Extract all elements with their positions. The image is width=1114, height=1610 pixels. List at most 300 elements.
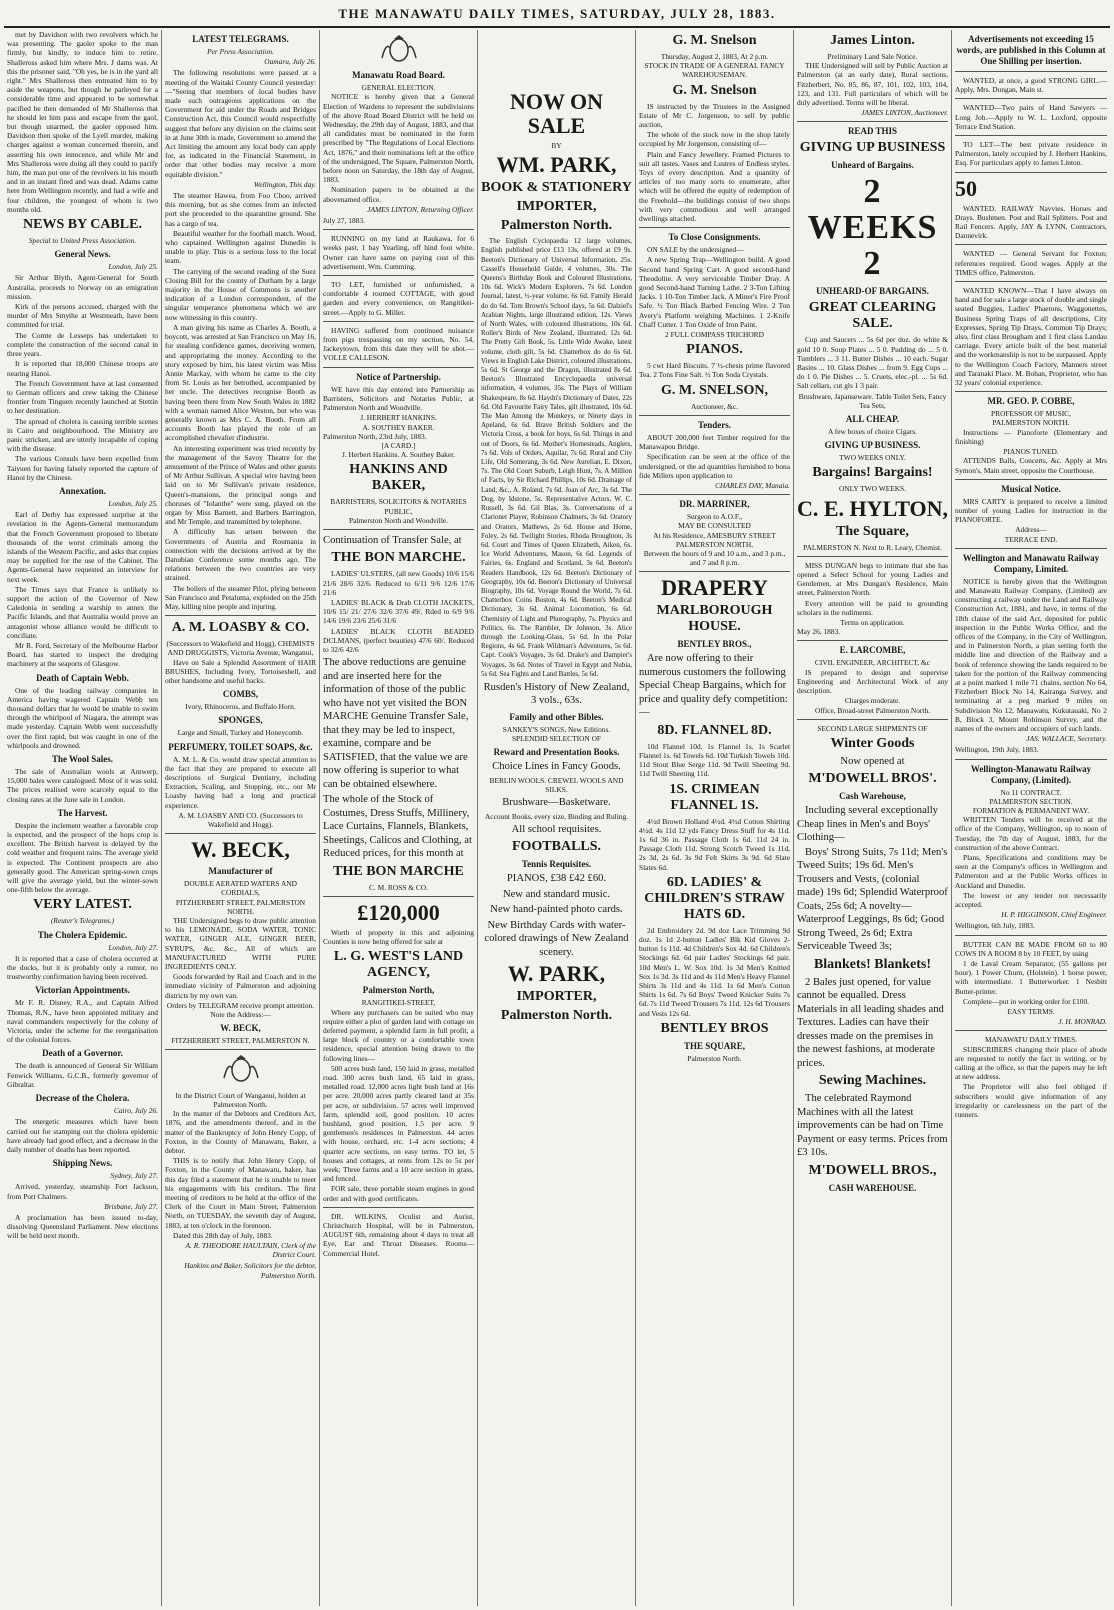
- article-text: Mr F. R. Disney, R.A., and Captain Alfred Thomas, R.N., have been appointed military and naval commanders respectively for the colony of Victoria, under the scheme for the reorganisation of the colonial forces.: [7, 998, 158, 1045]
- ad-subheading: (Successors to Wakefield and Hogg), CHEMISTS AND DRUGGISTS, Victoria Avenue, Wanganui,: [166, 639, 315, 658]
- ad-subheading: Surgeon to A.O.F.,: [686, 512, 743, 522]
- ad-subheading: BARRISTERS, SOLICITORS & NOTARIES PUBLIC,: [330, 497, 467, 516]
- ad-text: Account Books, every size, Binding and Ruling.: [484, 811, 629, 821]
- ad-heading: C. E. HYLTON,: [797, 495, 948, 521]
- ad-text: BY: [551, 141, 562, 150]
- notice-subheading: No 11 CONTRACT.: [1000, 787, 1062, 797]
- ad-subheading: PIANOS.: [686, 342, 743, 358]
- dateline: Sydney, July 27.: [110, 1171, 158, 1181]
- ad-text: ON SALE by the undersigned—: [647, 245, 744, 255]
- notice-heading: MANAWATU DAILY TIMES.: [984, 1035, 1078, 1045]
- notice-signature: JAMES LINTON, Returning Officer.: [367, 204, 474, 214]
- dateline: London, July 27.: [108, 942, 158, 952]
- ad-address: RANGITIKEI-STREET,: [361, 998, 436, 1008]
- notice-text: SUBSCRIBERS changing their place of abode are requested to notify the fact in writing, or by calling at the office, so that the papers may be left at new address.: [955, 1044, 1107, 1082]
- ad-subheading: READ THIS: [847, 126, 898, 137]
- ad-text: All school requisites.: [511, 823, 602, 835]
- ad-text: The whole of the stock now in the shop lately occupied by Mr Jorgenson, consisting of—: [639, 130, 790, 149]
- ad-text: DR. WILKINS, Oculist and Aurist, Christchurch Hospital, will be in Palmerston, AUGUST 6th, remaining about 4 days to treat all Eye, Ear and Throat Diseases. Rooms—Commercial Hotel.: [323, 1211, 474, 1258]
- columns: [4, 30, 1110, 1606]
- ad-heading: THE BON MARCHE: [333, 863, 464, 879]
- ad-text: Every attention will be paid to grounding scholars in the rudiments.: [797, 598, 948, 617]
- subheading: Death of Captain Webb.: [36, 672, 129, 683]
- divider: [955, 71, 1107, 72]
- ad-subheading: MAY BE CONSULTED: [678, 521, 751, 531]
- ad-text: Ivory, Rhinoceros, and Buffalo Horn.: [185, 702, 296, 712]
- ad-heading: Sewing Machines.: [818, 1073, 927, 1089]
- article-text: Beautiful weather for the football match. Wood, who captained Wellington against Dunedin is unable to play. This is a serious loss to the local team.: [165, 228, 316, 266]
- divider: [165, 1049, 316, 1050]
- column-7: [952, 30, 1110, 1606]
- subheading: Annexation.: [59, 485, 106, 496]
- subheading: The Cholera Epidemic.: [37, 929, 128, 940]
- section-heading: VERY LATEST.: [33, 897, 132, 913]
- ad-text: 2 Bales just opened, for value cannot be equalled. Dress Materials in all leading shades and Textures. Ladies can have their dresses made on the premises in the newest fashions, at moderate prices.: [797, 976, 944, 1069]
- notice-text: NOTICE is hereby given that a General Election of Wardens to represent the subdivisions of the above Road Board District will be held on Wednesday, the 29th day of August, 1883, and that all candidates must be nominated in the form prescribed by "The Regulations of Local Elections Act, 1876," and their nominations left at the office of the undersigned, The Square, Palmerston North, before noon on Saturday, the 18th day of August, 1883.: [323, 92, 474, 185]
- price-list: 2d Embroidery 2d. 9d doz Lace Trimming 9d doz. 1s 1d 2-button Ladies' Blk Kid Gloves 2-button 1s 11d. 4d Children's Sox 4d. 6d Children's Stockings 6d. 6d pair Ladies' Stockings 6d pair. 10d Men's L. W. Sox 10d. 1s 3d Men's Knitted Sox 1s 3d. 3s 11d and 4s 11d Men's Heavy Flannel Shirts 3s 11d and 4s 11d. 1s 6d Men's Cotton Shirts 1s 6d. 7s 6d Boys' Tweed Knicker Suits 7s 6d. 7s 11d Tweed Trousers 7s 11d. 12s 6d Trousers and Vests 12s 6d.: [639, 925, 790, 1018]
- ad-text: Worth of property in this and adjoining Counties is now being offered for sale at: [323, 927, 474, 947]
- divider: [955, 479, 1107, 480]
- classified-text: TO LET, furnished or unfurnished, a comfortable 4 roomed COTTAGE, with good garden and every convenience, on Rangitikei-street.—Apply to G. Miller.: [323, 280, 474, 317]
- divider: [165, 615, 316, 616]
- article-text: The various Consuls have been expelled from Taiyuen for having falsely reported the capture of Hanoi by the Chinese.: [7, 454, 158, 482]
- card-label: [A CARD.]: [381, 440, 416, 450]
- item-list: A new Spring Trap—Wellington build. A good Second hand Spring Cart. A good second-hand Theodolite. A very serviceable Timber Dray. A good Second-hand Turning Lathe. 2 3-Ton Lifting Jacks. 1 10-Ton Timber Jack. A Miner's Fire Proof Safe. ½ Ton Black Barbed Fencing Wire. 2 Ton Avery's Platform weighing Machines. 1 2-Knife Chaff Cutter. 1 Ton Oxide of Iron Paint.: [639, 255, 790, 329]
- section-heading: LATEST TELEGRAMS.: [192, 34, 289, 44]
- divider: [955, 98, 1107, 99]
- section-heading: NEWS BY CABLE.: [23, 217, 142, 233]
- ad-subheading: THE SQUARE,: [683, 1040, 745, 1051]
- item-list: 5 cwt Hard Biscuits. 7 ½-chests prime flavored Tea. 2 Tons Fine Salt. ½ Ton Soda Crystals.: [639, 361, 790, 380]
- ad-text: Rusden's History of New Zealand, 3 vols., 63s.: [483, 681, 630, 707]
- divider: [323, 367, 474, 368]
- ad-subheading: 6D. LADIES' & CHILDREN'S STRAW HATS 6D.: [644, 874, 785, 922]
- notice-subheading: FORMATION & PERMANENT WAY.: [972, 805, 1090, 815]
- classified-text: RUNNING on my land at Raukawa, for 6 weeks past, 1 bay Yearling, off hind foot white. Owner can have same on paying cost of this advertisement. Wm. Cumming.: [323, 234, 474, 271]
- ad-text: New hand-painted photo cards.: [490, 904, 623, 916]
- divider: [797, 719, 948, 720]
- ad-text: Continuation of Transfer Sale, at: [323, 534, 462, 546]
- notice-text: The lowest or any tender not necessarily accepted.: [955, 890, 1107, 910]
- column-1: [4, 30, 162, 1606]
- ad-heading: Musical Notice.: [1001, 483, 1061, 494]
- ad-heading: MARLBOROUGH HOUSE.: [656, 603, 773, 635]
- ad-text: Complete—put in working order for £100.: [963, 996, 1090, 1006]
- ad-subheading: GIVING UP BUSINESS.: [824, 440, 921, 451]
- article-text: The Times says that France is unlikely to support the action of the Governor of New Caledonia in sending a warship to annex the Pacific Islands, and that Australia would prove an antagonist whose alliance would be difficult to conciliate.: [7, 584, 158, 640]
- classified-text: WANTED, at once, a good STRONG GIRL.—Apply, Mrs. Dungan, Main st.: [955, 76, 1107, 95]
- notice-signature: J. HERBERT HANKINS.: [360, 413, 437, 423]
- dateline: Wellington, This day.: [253, 179, 316, 189]
- notice-signature: JAS. WALLACE, Secretary.: [1026, 734, 1107, 744]
- ad-text: ONLY TWO WEEKS.: [838, 484, 907, 494]
- article-text: The carrying of the second reading of the Suez Closing Bill for the county of Durham by a large majority in the House of Commons is another indication of a London correspondent, of the singular temperance phenomena which we are now witnessing in this country.: [165, 266, 316, 322]
- ad-date: May 26, 1883.: [797, 627, 841, 637]
- ad-address: PALMERSTON N. Next to R. Leary, Chemist.: [803, 542, 942, 552]
- ad-signature: CHARLES DAY, Manaia.: [715, 480, 790, 490]
- ad-text: THE Undersigned begs to draw public attention to his LEMONADE, SODA WATER, TONIC WATER, GINGER ALE, GINGER BEER, SYRUPS, &c. &c., All of which are MANUFACTURED WITH PURE INGREDIENTS ONLY.: [165, 916, 316, 972]
- divider: [639, 494, 790, 495]
- column-6: [794, 30, 952, 1606]
- divider: [955, 244, 1107, 245]
- notice-heading: Manawatu Road Board.: [352, 70, 445, 81]
- ad-text: ABOUT 200,000 feet Timber required for the Manawapou Bridge.: [639, 432, 790, 452]
- ad-text: ATTENDS Balls, Concerts, &c. Apply at Mrs Symon's, Main street, opposite the Courthouse.: [955, 456, 1107, 475]
- notice-subheading: GENERAL ELECTION.: [361, 83, 436, 93]
- ad-text: Address—: [1015, 525, 1047, 535]
- divider: [323, 896, 474, 897]
- ad-signature: JAMES LINTON, Auctioneer.: [861, 108, 948, 118]
- legal-text: THIS is to notify that John Henry Copp, of Foxton, in the County of Manawatu, baker, has this day filed a statement that he is unable to meet his engagements with his creditors. The first meeting of creditors to be held at the office of the Clerk of the Court in Main Street, Palmerston North, on TUESDAY, the seventh day of August, 1883, at ten o'clock in the forenoon.: [165, 1156, 316, 1230]
- divider: [955, 759, 1107, 760]
- ad-text: Plain and Fancy Jewellery. Framed Pictures to suit all tastes. Vases and Lustres of Endless styles. Toys of every description. And a quantity of articles of too many sorts to enumerate, after which will be offered the equity of redemption of the Freehold—the buildings consist of two shops with very commodious and well arranged dwellings attached.: [639, 149, 790, 224]
- ad-heading: G. M. SNELSON,: [661, 382, 768, 398]
- ad-text: IS instructed by the Trustees in the Assigned Estate of Mr C. Jorgenson, to sell by public auction,: [639, 101, 790, 130]
- divider: [323, 321, 474, 322]
- article-text: It is reported that a case of cholera occurred at the docks, but it is probably only a rumor, no trustworthy confirmation having been received.: [7, 953, 158, 982]
- ad-text: Including several exceptionally Cheap lines in Men's and Boys' Clothing—: [797, 805, 938, 844]
- notice-text: NOTICE is hereby given that the Wellington and Manawatu Railway Company, (Limited) are constructing a railway under the Land and Railway Construction Act, 1881, and have, in terms of the 18th clause of the said Act, deposited for public inspection in the Public Works Office, and the offices of the Company, in the City of Wellington, and in Palmerston North, a plan setting forth the middle line and direction of the Railway and a book of reference showing the lands required to be taken for the portion of the Railway commencing at a point marked 1 mile 71 chains, section No 64, Fitzherbert Block No 14, Kairanga Survey, and terminating at a peg marked 9 miles on Subdivision No 12, Manawatu, Kukutauaki, No 2 B, Block 3, Mount Robinson Survey, and the names of the owners and occupiers of such lands.: [955, 576, 1107, 733]
- article-text: Sir Arthur Blyth, Agent-General for South Australia, proceeds to Norway on an emigration mission.: [7, 273, 158, 301]
- ad-heading: Winter Goods: [830, 735, 915, 751]
- ad-date: Thursday, August 2, 1883, At 2 p.m.: [660, 52, 769, 61]
- card-names: J. Herbert Hankins. A. Southey Baker.: [341, 450, 456, 460]
- ad-text: Large and Small, Turkey and Honeycomb.: [177, 728, 304, 738]
- divider: [955, 281, 1107, 282]
- ad-text: Charges moderate.: [844, 696, 901, 706]
- ad-heading: NOW ON SALE: [509, 89, 604, 138]
- subheading: Death of a Governor.: [42, 1048, 123, 1059]
- ad-heading: £120,000: [357, 899, 440, 925]
- royal-arms-emblem: [165, 1054, 316, 1086]
- ad-heading: GREAT CLEARING SALE.: [808, 300, 937, 332]
- byline: (Reuter's Telegrams.): [50, 916, 115, 926]
- legal-heading: In the District Court of Wanganui, holden at Palmerston North.: [175, 1090, 306, 1109]
- ad-heading: MR. GEO. P. COBBE,: [987, 396, 1075, 407]
- ad-text: Brushware, Japanseware. Table Toilet Sets, Fancy Tea Sets,: [798, 391, 947, 410]
- ad-address: At his Residence, AMESBURY STREET PALMERSTON NORTH,: [653, 530, 776, 549]
- article-text: The energetic measures which have been carried out for stamping out the cholera epidemic have already had good effect, and a decrease in the daily number of deaths has been reported.: [7, 1117, 158, 1154]
- article-text: Despite the inclement weather a favorable crop is expected, and the prospect of the hops crop is excellent. The British harvest is delayed by the cold weather and frequent rains. The average yield is expected. The Continent prospects are also generally good. The American spring-sown crops will give the average yield, but the winter-sown one-fifth below the average.: [7, 820, 158, 895]
- article-text: It is reported that 18,000 Chinese troops are nearing Hanoi.: [7, 359, 158, 378]
- ad-text: Choice Lines in Fancy Goods.: [492, 761, 621, 773]
- ad-text: Instructions — Pianoforte (Elementary and finishing): [955, 427, 1107, 446]
- ad-text: SANKEY'S SONGS, New Editions.: [502, 724, 611, 734]
- ad-number: 50: [955, 175, 977, 201]
- price-line: LADIES' BLACK & Drab CLOTH JACKETS, 10/6 15/ 21/ 27/6 32/6 37/6 49/. Rded to 6/9 9/6 14/6 19/6 23/6 25/6 31/6: [323, 598, 474, 626]
- item-list: 1 de Laval Cream Separator, (55 gallons per hour). 1 Power Churn, (Holstein). 1 horse power, with intermediate. 1 Butterworker. 1 Nesbitt Butter-printer.: [955, 959, 1107, 996]
- subheading: Shipping News.: [52, 1158, 113, 1169]
- subheading: The Harvest.: [57, 807, 108, 818]
- ad-text: Between the hours of 9 and 10 a.m., and 3 p.m., and 7 and 8 p.m.: [643, 548, 786, 568]
- classified-text: HAVING suffered from continued nuisance from pigs trespassing on my section, No. 54, Jackeytown, from this date they will be shot.—VOLLE CALLESON.: [323, 325, 474, 363]
- ad-text: A few boxes of choice Cigars.: [827, 427, 918, 437]
- ad-subheading: SECOND LARGE SHIPMENTS OF: [817, 723, 928, 733]
- ad-text: THE Undersigned will sell by Public Auction at Palmerston (at an early date), Rural sections, Fitzherbert, No. 85, 86, 87, 101, 102, 103, 104, 123, and 131. Full particulars of which will be duly advertised. Terms will be liberal.: [797, 61, 948, 108]
- ad-address: Palmerston North.: [687, 1053, 742, 1063]
- divider: [797, 121, 948, 122]
- divider: [323, 275, 474, 276]
- notice-heading: Wellington and Manawatu Railway Company, Limited.: [962, 552, 1100, 574]
- ad-subheading: Auctioneer, &c.: [690, 401, 739, 411]
- ad-subheading: COMBS,: [222, 689, 259, 700]
- ad-subheading: PERFUMERY, TOILET SOAPS, &c.: [168, 741, 313, 752]
- ad-subheading: 2 FULL COMPASS TRICHORD: [665, 330, 764, 340]
- ad-subheading: The Square,: [836, 523, 909, 539]
- article-text: The death is announced of General Sir William Fenwick Williams, G.C.B., formerly governor of Gibraltar.: [7, 1061, 158, 1089]
- ad-subheading: Palmerston North,: [362, 985, 435, 996]
- ad-heading: W. PARK,: [507, 961, 606, 987]
- column-4: [478, 30, 636, 1606]
- notice-date: Palmerston North, 23rd July, 1883.: [323, 431, 427, 441]
- ad-heading: GIVING UP BUSINESS: [799, 140, 946, 156]
- article-text: Earl of Derby has expressed surprise at the revelation in the Agents-General memorandum that the French Government proposed to liberate thousands of the worst criminals among the islands of the Western Pacific, and asks that copies may be supplied for the use of the Cabinet. The Agents-General have requested an interview for next week.: [7, 510, 158, 584]
- price-line: LADIES' BLACK CLOTH BEADED DCLMANS, (perfect beauties) 47/6 60/. Reduced to 32/6 42/6: [323, 626, 474, 655]
- divider: [323, 229, 474, 230]
- ad-signature: C. M. ROSS & CO.: [369, 882, 428, 892]
- ad-subheading: 1S. CRIMEAN FLANNEL 1S.: [669, 781, 760, 813]
- dateline: London, July 25.: [108, 498, 158, 508]
- byline: Per Press Association.: [207, 47, 274, 56]
- ad-text: TWO WEEKS ONLY.: [839, 453, 906, 463]
- notice-text: WE have this day entered into Partnership as Barristers, Solicitors and Notaries Public, at Palmerston North and Woodville.: [323, 384, 474, 413]
- ad-subheading: DOUBLE AERATED WATERS AND CORDIALS,: [184, 879, 297, 898]
- notice-date: July 27, 1883.: [323, 216, 365, 226]
- ad-subheading: BOOK & STATIONERY: [481, 180, 632, 196]
- ad-heading: E. LARCOMBE,: [839, 645, 906, 656]
- price-list: Cup and Saucers ... 5s 6d per doz. do white & gold 10 0. Soup Plates ... 5 0. Pudding do ... 5 0. Tumblers ... 3 11. Butter Dishes ... 10 each. Sugar Basins ... 10. Glass Dishes ... from 9. Egg Cups ... do 1 0. Pie Dishes ... 5. Cruets, elec.-pl. ... 5s 6d. Salt cellars, cut gls 1 3 pair.: [797, 335, 948, 391]
- article-text: met by Davidson with two revolvers which he was presenting. The gaoler spoke to the man firmly, but kindly, to induce him to retire. Shalleross asked him where Mrs. J dams was. At this the prisoner said, "Oh yes, he is in the yard all right." Mrs Shalleross then entreated him to by aside the weapons, but though he parleyed for a considerable time and appeared to be somewhat pacified he then demanded of Mr Shalleross that he should let him pass and escape from the gaol, but though unarmed, the gaoler opposed him. Davidson then spoke of the Lyell murder, making charges against a woman concerned therein, and asserting his own innocence, and while Mr and Mrs Shalleross were doing all they could to pacify him, the man put one of the revolvers in his mouth and in an instant fired and was dead. Adams came here from Wellington recently, and had a wife and four children, the youngest of whom is two months old.: [7, 30, 158, 214]
- ad-heading: 2 WEEKS 2: [807, 173, 938, 283]
- byline: Special to United Press Association.: [28, 236, 137, 246]
- ad-subheading: CASH WAREHOUSE.: [828, 1182, 917, 1193]
- divider: [165, 833, 316, 834]
- ad-name: W. BECK,: [220, 1023, 261, 1034]
- dateline: Brisbane, July 27.: [104, 1201, 158, 1211]
- ad-text: IS prepared to design and supervise Engineering and Architectural Work of any description.: [797, 667, 948, 696]
- ad-text: A. M. L. & Co. would draw special attention to the fact that they are prepared to execute all descriptions of Surgical Dentistry, including Extraction, Scaling, and Stopping, etc., our Mr Loasby having had a long and practical experience.: [165, 754, 316, 810]
- ad-text: Note the Address:—: [210, 1010, 271, 1020]
- ad-subheading: Unheard of Bargains.: [831, 160, 914, 171]
- ad-address: Palmerston North and Woodville.: [348, 515, 449, 525]
- ad-text: Are now offering to their numerous customers the following Special Cheap Bargains, which for price and quality defy competition:—: [639, 653, 788, 719]
- legal-signature: A. R. THEODORE HAULTAIN, Clerk of the District Court.: [185, 1240, 316, 1260]
- article-text: The Comte de Lesseps has undertaken to complete the construction of the second canal in three years.: [7, 330, 158, 359]
- ad-text: 500 acres bush land, 150 laid in grass, metalled road. 300 acres bush land, 65 laid in grass, metalled road. 12,000 acres light bush land at 16s per acre. 20,000 acres partly cleared land at 35s per acre, or subdivision. 57 acres well improved farm, splendid soil, good position. 10 acres bushland, good position, 1.5 per acre. 9 gentlemen's residences in Palmerston. 44 acres with house, orchard, etc. 1-4 acre sections; 4 quarter acre sections, on easy terms. TO let, 5 houses and cottages, at rents from 12s to 5s per week; Three farms and a 10 acre section in grass, and fenced.: [323, 1063, 474, 1184]
- ad-text: Terms on application.: [840, 618, 905, 628]
- divider: [797, 556, 948, 557]
- notice-heading: Wellington-Manawatu Railway Company, (Limited).: [970, 763, 1092, 785]
- notice-heading: Notice of Partnership.: [356, 371, 441, 382]
- article-text: One of the leading railway companies in America having wagered Captain Webb ten thousand dollars that he would be unable to swim through the whirlpool of Niagara, the attempt was made yesterday. Captain Webb went successfully over the first rapid, but was caught in one of the whirlpools and drowned.: [7, 685, 158, 750]
- price-list: 4½d Brown Holland 4½d. 4½d Cotton Shirting 4½d. 4s 11d 12 yds Fancy Dress Stuff for 4s 11d. 1s 6d 36 in. Passage Cloth 1s 6d. 11d 24 in. Passage Cloth 11d. Strong Scotch Tweed 1s 11d, 2s 3d, 2s 6d. 3s 9d Felt Skirts 3s 9d. 6d Slate Slates 6d.: [639, 816, 790, 872]
- ad-text: New and standard music.: [502, 888, 611, 900]
- column-2: [162, 30, 320, 1606]
- ad-subheading: FOOTBALLS.: [511, 839, 602, 855]
- ad-heading: BENTLEY BROS: [660, 1020, 769, 1036]
- notice-subheading: PALMERSTON SECTION.: [989, 796, 1073, 806]
- ad-text: Orders by TELEGRAM receive prompt attention.: [166, 1000, 315, 1010]
- ad-subheading: IMPORTER,: [516, 989, 597, 1005]
- ad-heading: M'DOWELL BROS'.: [808, 771, 937, 787]
- notice-date: Wellington, 6th July, 1883.: [955, 921, 1035, 931]
- ad-text: BUTTER CAN BE MADE FROM 60 to 80 COWS IN A ROOM 8 by 10 FEET, by using: [955, 939, 1107, 958]
- ad-subheading: SPONGES,: [218, 715, 263, 726]
- ad-address: PITZHERBERT STREET, PALMERSTON NORTH.: [175, 897, 306, 916]
- subheading: The Wool Sales.: [51, 754, 114, 765]
- ad-subheading: To Close Consignments.: [668, 232, 761, 243]
- ad-address: TERRACE END.: [1004, 534, 1058, 544]
- dateline: London, July 25.: [108, 262, 158, 272]
- ad-text: Now opened at: [840, 755, 905, 767]
- notice-text: The Proprietor will also feel obliged if subscribers would give information of any irregularity or carelessness on the part of the runners.: [955, 1082, 1107, 1120]
- ad-address: Office, Broad-street Palmerston North.: [814, 705, 930, 715]
- book-list: The English Cyclopaedia 12 large volumes, English published price £13 13s, offered at £9 9s. Beeton's Dictionary of Universal Information, 25s. Cassell's Household Guide, 4 volumes, 30s. The Queens's Birthday Book and Coloured Illustrations, 10s 6d. Wick's Modern Explorers, 7s 6d. London Journal, latest, ½-year volume, 6s 6d. Family Herald do do 6d. Tom Brown's School days, 5s 6d. Dalziel's Arabian Nights, large illustrated edition, 12s. Views of North Wales, with coloured illustrations, 10s 6d. Roller's Birds of New Zealand, illustrated, 12s 6d. The Pretty Gift Book, 5s. Little Wide Awake, latest volume, cloth gilt, 5s 6d. Chatterbox do do 6s 6d. Views in English Lake District, coloured illustrations, 5s 6d. St George and the Dragon, illustrated 8s 6d. Beeton's Illustrated Encyclopaedia universal information, 4 volumes, 35s. The Plays of William Shakespeare, 8s 6d. Haydn's Dictionary of Dates, 22s 6d. Old Favourite Fairy Tales, gilt illustrated, 10s 6d. The Man Among the Monkeys, or Ninety days in Apeland, 6s 6d. Brave British Soldiers and the Victoria Cross, a book for boys, 6s 6d. Things in and out of Doors, 6s 6d. Mother's Homesteads, Anglers, 7s 6d. Vols of Orders, Aquilar, 7s 6d. Rural and City Life, Old Somerang, 3s 6d. New Aurelian, E. Dixon, 7s. The Old Court Suburb, Leigh Hunt, 7s. A Million of Facts, by Sir Richard Phillips, 10s 6d. Drainage of Land, &c., A. Roland, 7s 6d. Joan of Arc, 3s 6d. The Dog, by Idstone, 5s. Representative Actors, W. C. Russell, 3s 6d. Gil Blas, 3s. Conversations of a Clarionet Player, Robinson Chalmers, 3s 6d. Oratory and Orators, Mathews, 2s 6d. House and Home, Foley, 2s 6d. Twilight Stories, Rhoda Broughton, 3s 6d. Court and Times of Queen Elizabeth, Aiken, 6s. Ice World Adventures, Mason, 6s 6d. Legends of Fairies, 6s. England and Scotland, 3s 6d. Beeton's Readers Handbook, 12s 6d. Beeton's Dictionary of Geography, 10s 6d. Beeton's Dictionary of Universal Biography, 10s 6d. Voyage Round the World, 7s 6d. Chatterbox Coins Boston, 4s 6d. Beeton's Medical Dictionary, 3s 6d. Animal Locomotion, 6s 6d. Chemistry of Light and Photography, 7s. Physics and Politics, 6s. The Rambler, Dr Johnson, 3s. Alice through the Looking-Glass, 5s 6d. In the Polar Regions, 4s 6d. Frank Wildman's Adventures, 5s 6d. Capt. Cook's Voyages, 3s 6d. Drake's and Dampier's Voyages, 3s 6d. Notes of Travel in Egypt and Nubia, 5s 6d. Sea Fights and Land Battles, 5s 6d.: [481, 237, 632, 678]
- ad-subheading: Tennis Requisites.: [521, 859, 592, 870]
- ad-text: The above reductions are genuine and are inserted here for the information of those of the public who have not yet visited the BON MARCHE Genuine Transfer Sale, that they may be led to inspect, examine, compare and be SATISFIED, that the value we are now offering is superior to what can be obtained elsewhere.: [323, 657, 469, 790]
- ad-text: The whole of the Stock of Costumes, Dress Stuffs, Millinery, Lace Curtains, Flannels, Blankets, Sheetings, Calicos and Clothing, at Reduced prices, for this month at: [323, 794, 472, 860]
- ad-text: FOR sale, three portable steam engines in good order and with good certificates.: [323, 1184, 474, 1203]
- ad-signature: A. M. LOASBY AND CO. (Successors to Wakefield and Hogg).: [178, 810, 303, 830]
- ad-heading: WM. PARK,: [496, 152, 617, 178]
- divider: [955, 135, 1107, 136]
- ad-heading: Bargains! Bargains!: [812, 465, 933, 481]
- royal-arms-emblem: [323, 34, 474, 66]
- ad-heading: James Linton.: [830, 33, 915, 48]
- ad-heading: G. M. Snelson: [672, 82, 757, 98]
- divider: [797, 640, 948, 641]
- ad-text: BERLIN WOOLS. CREWEL WOOLS AND SILKS.: [489, 775, 624, 795]
- column-3: [320, 30, 478, 1606]
- article-text: The spread of cholera is causing terrible scenes in Cairo and neighbourhood. The Ministry are panic stricken, and are utterly incapable of coping with the disease.: [7, 416, 158, 454]
- divider: [955, 391, 1107, 392]
- ad-subheading: Palmerston North.: [500, 218, 613, 234]
- dateline: Cairo, July 26.: [113, 1106, 158, 1116]
- divider: [639, 415, 790, 416]
- divider: [323, 1207, 474, 1208]
- ad-text: Boys' Strong Suits, 7s 11d; Men's Tweed Suits; 19s 6d. Men's Trousers and Vests, (colonial made) 19s 6d; Splendid Waterproof Coats, 25s 6d; A novelty—Waterproof Leggings, 8s 6d; Good Strong Tweed, 2s 6d; Extra Serviceable Tweed 3s;: [797, 846, 948, 953]
- ad-heading: W. BECK,: [191, 837, 290, 863]
- article-text: Mr R. Ford, Secretary of the Melbourne Harbor Board, has started to inspect the dredging machinery at the seaports of Glasgow.: [7, 640, 158, 669]
- dateline: Oamaru, July 26.: [264, 57, 316, 67]
- ad-subheading: PIANOS TUNED.: [1003, 447, 1059, 457]
- divider: [955, 1030, 1107, 1031]
- article-text: The following resolutions were passed at a meeting of the Waitaki County Council yesterday:—"Seeing that members of local bodies have made such outrageous applications on the Government for aid under the Roads and Bridges Construction Act, this Council would respectfully suggest that before any division on the claims sent in at June 30th is made, Government so amend the Act limiting the amount any local body can apply for, as indicated in the Financial Statement, in order that other bodies may receive a more equitable division.": [165, 68, 316, 179]
- ad-subheading: Tenders.: [698, 419, 731, 430]
- article-text: The sale of Australian wools at Antwerp, 15,000 bales were catalogued. Most of it was sold. The prices realised were scarcely equal to the closing rates at the June sale in London.: [7, 767, 158, 804]
- notice-signature: H. P. HIGGINSON, Chief Engineer.: [1001, 910, 1107, 920]
- ad-subheading: Manufacturer of: [208, 866, 273, 877]
- legal-signature: Hankins and Baker, Solicitors for the debtor, Palmerston North.: [184, 1261, 316, 1280]
- divider: [323, 529, 474, 530]
- subheading: Decrease of the Cholera.: [35, 1093, 130, 1104]
- ad-signature: J. H. MONRAD.: [1058, 1017, 1107, 1027]
- masthead: THE MANAWATU DAILY TIMES, SATURDAY, JULY 28, 1883.: [338, 6, 776, 21]
- ad-text: MISS DUNGAN begs to intimate that she has opened a Select School for young Ladies and Gentlemen, at Mrs Dungan's Residence, Main street, Palmerston North.: [797, 560, 948, 598]
- notice-date: Wellington, 19th July, 1883.: [955, 745, 1039, 755]
- ad-subheading: Cash Warehouse,: [839, 791, 906, 802]
- article-text: A proclamation has been issued to-day, dissolving Queensland Parliament. New elections will be held next month.: [7, 1212, 158, 1241]
- divider: [955, 548, 1107, 549]
- ad-text: New Birthday Cards with water-colored drawings of New Zealand scenery.: [484, 919, 629, 958]
- ad-text: Have on Sale a Splendid Assortment of HAIR BRUSHES, Including Ivory, Tortoiseshell, and other handsome and useful backs.: [165, 657, 316, 685]
- ad-text: Goods forwarded by Rail and Coach and in the immediate vicinity of Palmerston and adjoining districts by my own van.: [165, 972, 316, 1000]
- ad-subheading: BENTLEY BROS.,: [677, 639, 752, 650]
- notice-text: Nomination papers to be obtained at the abovenamed office.: [323, 185, 474, 204]
- article-text: The boilers of the steamer Pilot, plying between San Francisco and Petaluma, exploded on the 25th May, killing nine people and injuring.: [165, 583, 316, 611]
- ad-subheading: Palmerston North.: [500, 1008, 613, 1024]
- ad-text: SPLENDID SELECTION OF: [511, 734, 602, 744]
- ad-text: Where any purchasers can be suited who may require either a plot of garden land with cottage on deferred payment, a splendid farm in full profit, a large block of country or a comfortable town residence, special attention being drawn to the following lines—: [323, 1007, 474, 1063]
- ad-heading: DR. MARRINER,: [679, 499, 750, 510]
- classified-text: WANTED — General Servant for Foxton; references required. Good wages. Apply at the TIMES office, Palmerston.: [955, 249, 1107, 277]
- ad-subheading: IMPORTER,: [516, 199, 597, 215]
- ad-address: FITZHERBERT STREET, PALMERSTON N.: [171, 1036, 310, 1046]
- subheading: General News.: [54, 249, 111, 260]
- ad-subheading: Preliminary Land Sale Notice.: [827, 52, 918, 61]
- legal-text: Dated this 28th day of July, 1883.: [173, 1230, 273, 1240]
- article-text: A man giving his name as Charles A. Booth, a boycott, was arrested at San Francisco on May 16, for stealing confidence games, deceiving women, and appropriating the money. According to the story exposed by him, his latest victim was Miss Annie Mackay, with whom he came to the city from St. Louis as her betrothed, accompanied by her uncle. The detectives recognise Booth as having been there from New South Wales in 1882 with a woman named Alice Weston, but who was generally known as Mrs C. A. Booth. From all accounts Booth has played the role of an accomplished chevalier d'industrie.: [165, 322, 316, 443]
- article-text: A difficulty has arisen between the Governments of Austria and Roumania in connection with the decisions arrived at by the Danubian Conference some months ago. The relations between the two countries are very strained.: [165, 527, 316, 583]
- ad-heading: L. G. WEST'S LAND AGENCY,: [333, 949, 464, 981]
- ad-heading: HANKINS AND BAKER,: [349, 462, 448, 494]
- notice-text: WRITTEN Tenders will be received at the office of the Company, Wellington, up to noon of Tuesday, the 7th day of August, 1883, for the construction of the above Contract.: [955, 815, 1107, 852]
- notice-signature: A. SOUTHEY BAKER.: [362, 422, 435, 432]
- ad-heading: G. M. Snelson: [672, 33, 757, 48]
- ad-heading: Blankets! Blankets!: [813, 956, 932, 972]
- price-line: LADIES' ULSTERS, (all new Goods) 10/6 15/6 21/6 28/6 32/6. Reduced to 6/11 9/6 12/6 17/6 21/6: [323, 569, 474, 597]
- ad-subheading: UNHEARD-OF BARGAINS.: [816, 286, 929, 297]
- notice-text: Plans, Specifications and conditions may be seen at the Company's offices in Wellington and Palmerston and at the Public Works offices in Auckland and Dunedin.: [955, 853, 1107, 890]
- divider: [639, 571, 790, 572]
- ad-text: Brushware—Basketware.: [502, 797, 611, 809]
- ad-text: PIANOS, £38 £42 £60.: [506, 873, 607, 885]
- ad-heading: M'DOWELL BROS.,: [808, 1162, 937, 1178]
- classified-text: TO LET—The best private residence in Palmerston, lately occupied by J. Herbert Hankins, Esq. For particulars apply to James Linton.: [955, 140, 1107, 168]
- article-text: Arrived, yesterday, steamship Fort Jackson, from Port Chalmers.: [7, 1182, 158, 1201]
- ad-subheading: CIVIL ENGINEER, ARCHITECT, &c: [814, 658, 931, 668]
- ad-heading: A. M. LOASBY & CO.: [171, 620, 310, 636]
- ad-subheading: Family and other Bibles.: [509, 711, 604, 722]
- column-5: [636, 30, 794, 1606]
- ad-subheading: Reward and Presentation Books.: [493, 747, 620, 758]
- ad-heading: DRAPERY: [661, 575, 768, 601]
- masthead-rule: [4, 26, 1110, 28]
- subheading: Victorian Appointments.: [35, 985, 130, 996]
- ad-text: Specification can be seen at the office of the undersigned, or the ad quantities furnished to bona fide Millers upon application to: [639, 452, 790, 480]
- divider: [955, 935, 1107, 936]
- ad-subheading: ALL CHEAP.: [845, 414, 900, 425]
- article-text: An interesting experiment was tried recently by the management of the Savoy Theatre for the amusement of the Prince of Wales and other guests of Mr Arthur Sullivan. A special wire having been laid on to Mr Sullivan's private residence, Queen's-mansions, the principal songs and choruses of "Iolanthe" were sung, played on the organ by Miss Barnett, and Barbers Barrington, and Mr Temple, and transmitted by telephone.: [165, 443, 316, 527]
- divider: [639, 227, 790, 228]
- classified-text: WANTED KNOWN—That I have always on hand and for sale a large stock of double and single seated Buggies, Ladies' Phaetons, Waggonettes, Business Spring Traps of all descriptions, City Expresses, Spring Tip Drays, Common Tip Drays; also, first class Brougham and 1 first class Landau carriage. Every article built of the best material and the workmanship is not to be surpassed. Apply to the Wellington Coach Factory, Manners street and Taranaki Place. M. Bohan, Proprietor, who has 32 years' colonial experience.: [955, 286, 1107, 388]
- ad-subheading: PROFESSOR OF MUSIC,: [991, 409, 1071, 419]
- legal-text: In the matter of the Debtors and Creditors Act, 1876, and the amendments thereof, and in the matter of the Bankruptcy of John Henry Copp, of Foxton, in the County of Manawatu, Baker, a debtor.: [165, 1109, 316, 1155]
- article-text: Kirk of the persons accused, charged with the murder of Mrs Smythe at Westmeath, have been committed for trial.: [7, 302, 158, 330]
- divider: [955, 172, 1107, 173]
- ad-address: PALMERSTON NORTH.: [992, 418, 1070, 428]
- article-text: The French Government have at last consented to German officers and crew taking the Chinese frontier from Tinguen recently launched at Stettin to her destination.: [7, 378, 158, 416]
- classified-text: WANTED—Two pairs of Hand Sawyers — Long Job.—Apply to W. L. Loxford, opposite Terrace End Station.: [955, 103, 1107, 131]
- ad-subheading: EASY TERMS.: [1007, 1007, 1055, 1017]
- ad-subheading: STOCK IN TRADE OF A GENERAL FANCY WAREHOUSEMAN.: [644, 61, 785, 80]
- ad-heading: THE BON MARCHE.: [331, 550, 466, 566]
- ad-subheading: 8D. FLANNEL 8D.: [657, 722, 772, 738]
- classified-text: WANTED. RAILWAY Navvies. Horses and Drays. Bushmen. Post and Rail Splitters. Post and Rail Fencers. Apply, JAY & LYNN, Contractors, Dannevirk.: [955, 203, 1107, 241]
- ad-text: The celebrated Raymond Machines with all the latest improvements can be had on Time Payment or easy terms. Prices from £3 10s.: [797, 1093, 948, 1159]
- ad-text: MRS CARTY is prepared to receive a limited number of young Ladies for instruction in the PIANOFORTE.: [955, 496, 1107, 525]
- article-text: The steamer Hawea, from Foo Choo, arrived this morning, but as she comes from an infected port she proceeded to the quarantine ground. She has a cargo of tea.: [165, 191, 316, 228]
